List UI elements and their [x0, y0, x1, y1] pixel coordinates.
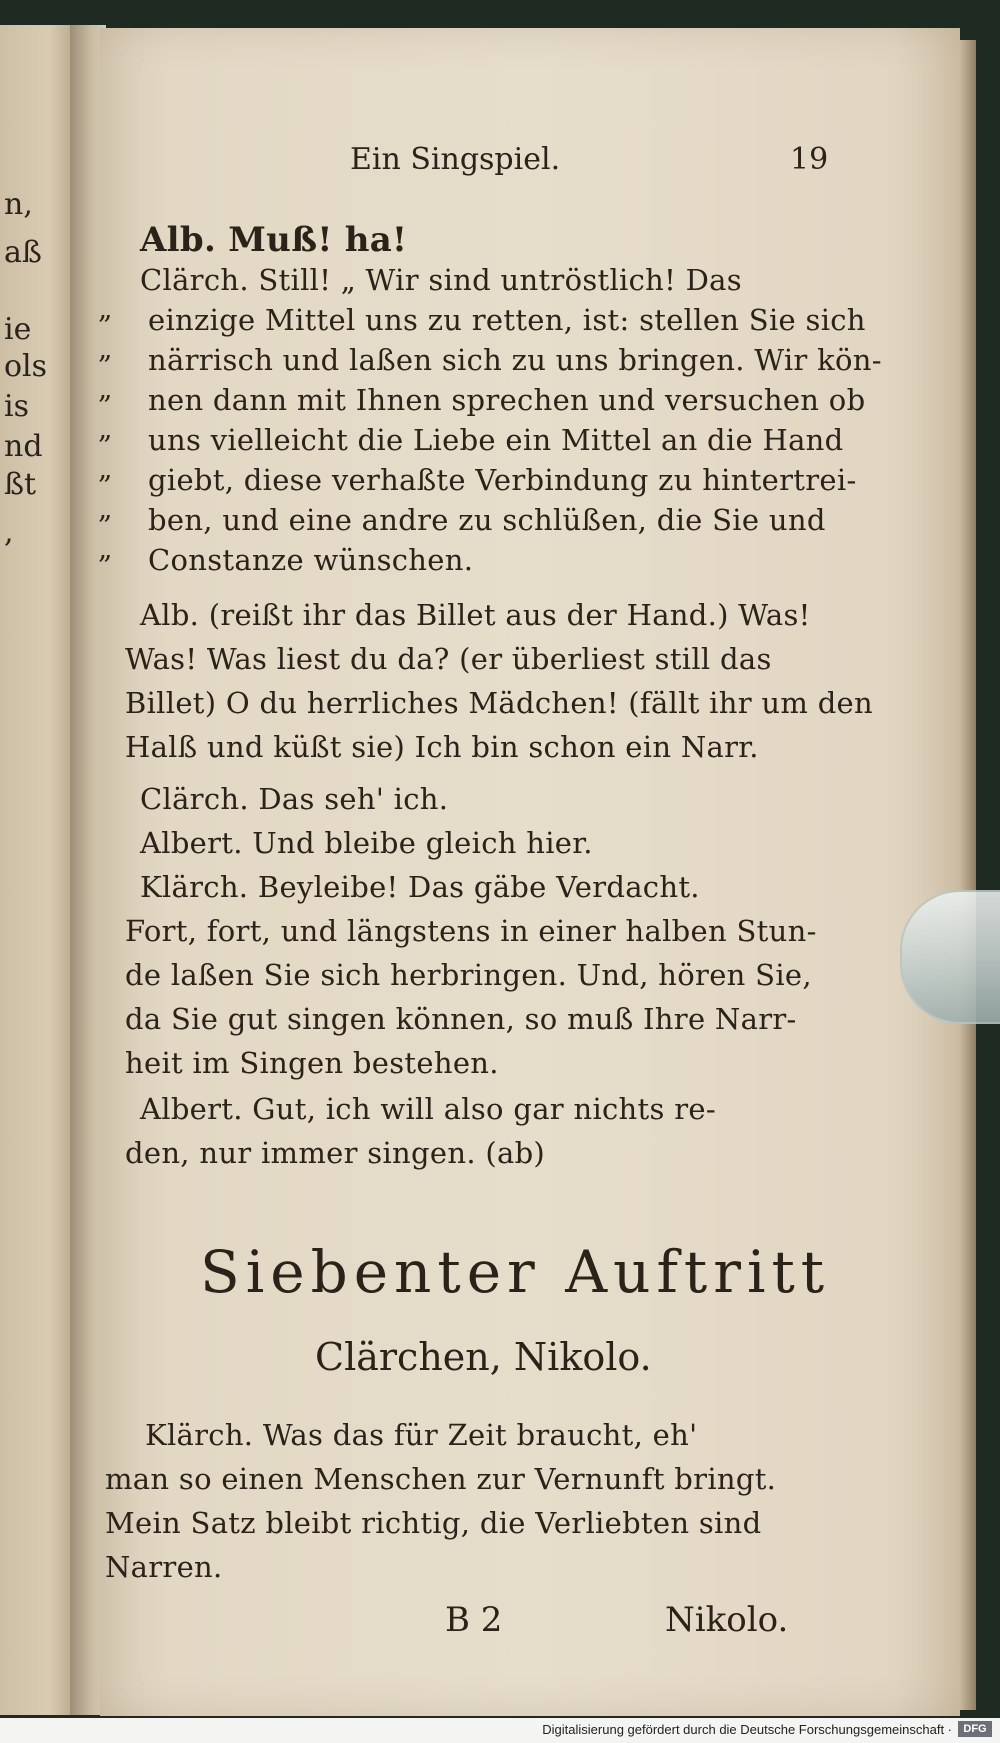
page-edge [960, 40, 976, 1710]
text-line: Clärch. Still! „ Wir sind untröstlich! Das [140, 263, 742, 297]
footer-credit: Digitalisierung gefördert durch die Deutsche Forschungsgemeinschaft · [542, 1722, 952, 1737]
page-clip [900, 890, 1000, 1024]
quote-mark: „ [98, 492, 113, 525]
text-line: ben, und eine andre zu schlüßen, die Sie und [148, 503, 826, 537]
text-line: Fort, fort, und längstens in einer halben Stun- [125, 914, 817, 948]
text-line: de laßen Sie sich herbringen. Und, hören Sie, [125, 958, 812, 992]
left-fragment: aß [4, 235, 42, 270]
quote-mark: „ [98, 412, 113, 445]
left-fragment: ie [4, 312, 32, 347]
catchword: Nikolo. [665, 1600, 789, 1640]
text-line: Narren. [105, 1550, 223, 1584]
text-line: Was! Was liest du da? (er überliest still das [125, 642, 772, 676]
left-fragment: ßt [4, 467, 37, 502]
text-line: heit im Singen bestehen. [125, 1046, 499, 1080]
text-line: Constanze wünschen. [148, 543, 474, 577]
running-title: Ein Singspiel. [350, 142, 561, 177]
text-line: Billet) O du herrliches Mädchen! (fällt ihr um den [125, 686, 873, 720]
quote-mark: „ [98, 532, 113, 565]
text-line: einzige Mittel uns zu retten, ist: stellen Sie sich [148, 303, 866, 337]
left-page-edge [0, 25, 72, 1715]
left-fragment: , [4, 515, 14, 550]
quote-mark: „ [98, 372, 113, 405]
text-line: Klärch. Was das für Zeit braucht, eh' [145, 1418, 698, 1452]
scene-characters: Clärchen, Nikolo. [315, 1335, 652, 1379]
text-line: Alb. Muß! ha! [140, 220, 408, 260]
text-line: Albert. Gut, ich will also gar nichts re- [140, 1092, 716, 1126]
text-line: uns vielleicht die Liebe ein Mittel an die Hand [148, 423, 844, 457]
left-fragment: is [4, 389, 29, 424]
left-fragment: ols [4, 349, 48, 384]
left-fragment: n, [4, 187, 33, 222]
signature-mark: B 2 [445, 1600, 503, 1640]
quote-mark: „ [98, 292, 113, 325]
text-line: Klärch. Beyleibe! Das gäbe Verdacht. [140, 870, 700, 904]
text-line: nen dann mit Ihnen sprechen und versuchen ob [148, 383, 866, 417]
text-line: man so einen Menschen zur Vernunft bringt. [105, 1462, 777, 1496]
text-line: Albert. Und bleibe gleich hier. [140, 826, 593, 860]
text-line: Alb. (reißt ihr das Billet aus der Hand.) Was! [140, 598, 811, 632]
scene-heading: Siebenter Auftritt [200, 1238, 831, 1306]
text-line: Halß und küßt sie) Ich bin schon ein Narr. [125, 730, 759, 764]
quote-mark: „ [98, 332, 113, 365]
left-fragment: nd [4, 429, 43, 464]
quote-mark: „ [98, 452, 113, 485]
text-line: Mein Satz bleibt richtig, die Verliebten sind [105, 1506, 762, 1540]
text-line: giebt, diese verhaßte Verbindung zu hintertrei- [148, 463, 857, 497]
text-line: da Sie gut singen können, so muß Ihre Narr- [125, 1002, 797, 1036]
dfg-logo: DFG [958, 1721, 992, 1737]
text-line: närrisch und laßen sich zu uns bringen. Wir kön- [148, 343, 882, 377]
text-line: Clärch. Das seh' ich. [140, 782, 449, 816]
page-number: 19 [790, 142, 829, 177]
text-line: den, nur immer singen. (ab) [125, 1136, 546, 1170]
